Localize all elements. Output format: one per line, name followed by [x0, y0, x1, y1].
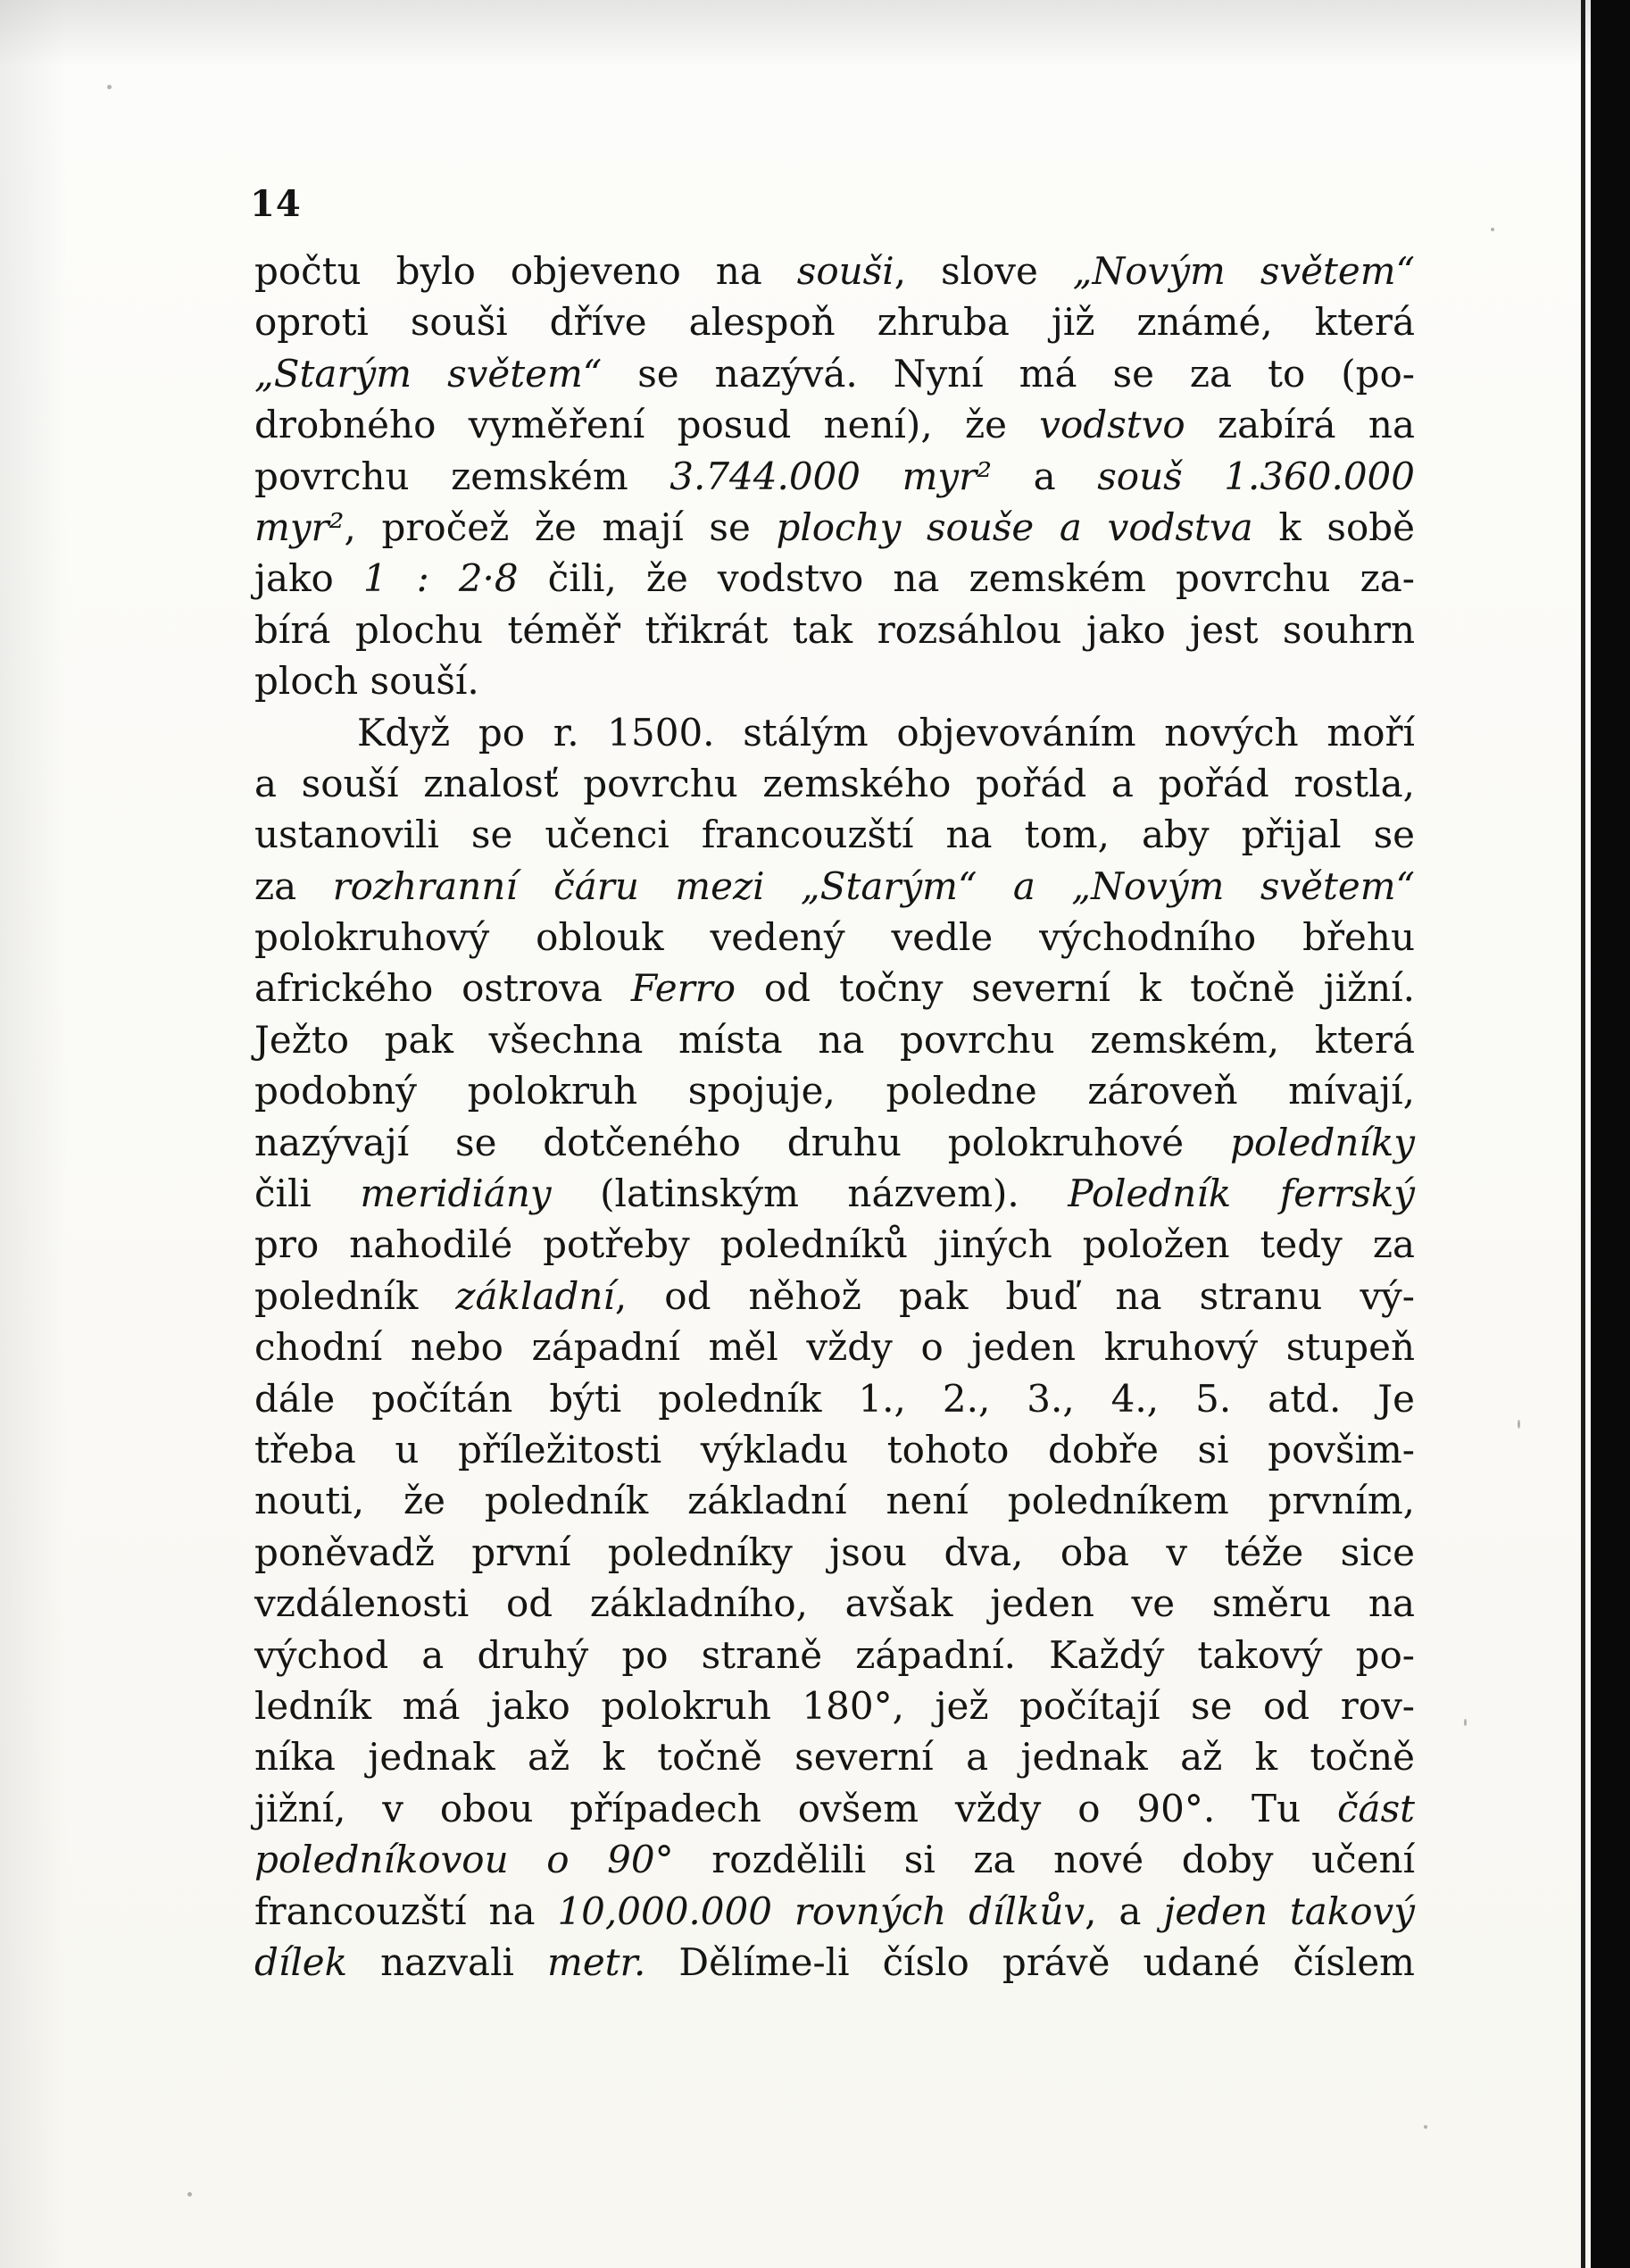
italic-text: plochy souše a vodstva: [776, 504, 1253, 549]
text-run: (latinským názvem).: [551, 1172, 1069, 1216]
text-run: chodní nebo západní měl vždy o jeden kruhový stupeň: [254, 1325, 1415, 1370]
text-run: níka jednak až k točně severní a jednak až k točně: [254, 1735, 1415, 1780]
text-run: ledník má jako polokruh 180°, jež počítají se od rov-: [254, 1683, 1415, 1728]
italic-text: „Starým světem“: [254, 351, 603, 396]
text-line: [254, 1527, 1415, 1578]
text-run: povrchu zemském: [254, 454, 670, 498]
text-line: [254, 246, 1415, 296]
text-run: východ a druhý po straně západní. Každý takový po-: [254, 1632, 1415, 1677]
text-run: podobný polokruh spojuje, poledne zároveň mívají,: [254, 1069, 1415, 1113]
text-line: [254, 553, 1415, 604]
text-line: [254, 502, 1415, 553]
paper-speck: [1464, 1719, 1467, 1726]
text-run: , pročež že mají se: [344, 504, 777, 549]
text-run: čili: [254, 1172, 361, 1216]
italic-text: souši: [796, 249, 894, 293]
text-run: ustanovili se učenci francouzští na tom, aby přijal se: [254, 813, 1415, 857]
italic-text: 3.744.000 myr²: [669, 454, 993, 498]
italic-text: Ferro: [630, 966, 736, 1011]
text-run: nouti, že poledník základní není poledníkem prvním,: [254, 1479, 1415, 1523]
text-line: [254, 1937, 1415, 1988]
italic-text: poledníky: [1229, 1120, 1415, 1164]
text-run: Dělíme-li číslo právě udané číslem: [645, 1939, 1416, 1984]
text-line: [254, 1168, 1415, 1219]
text-line: [254, 1834, 1415, 1885]
text-line: [254, 809, 1415, 860]
text-run: francouzští na: [254, 1889, 558, 1933]
text-line: [254, 605, 1415, 655]
text-line: [254, 1578, 1415, 1629]
text-run: , a: [1085, 1889, 1164, 1933]
text-line: [254, 1271, 1415, 1322]
text-run: nazývají se dotčeného druhu polokruhové: [254, 1120, 1230, 1164]
text-run: Ježto pak všechna místa na povrchu zemském, která: [254, 1017, 1415, 1062]
text-run: Když po r. 1500. stálým objevováním nových moří: [357, 710, 1415, 755]
text-run: ploch souší.: [254, 659, 479, 704]
italic-text: „Novým světem“: [1072, 249, 1415, 293]
text-line: [254, 963, 1415, 1013]
text-run: afrického ostrova: [254, 966, 631, 1011]
text-run: oproti souši dříve alespoň zhruba již známé, která: [254, 300, 1415, 345]
text-line: [254, 1065, 1415, 1116]
text-line: [254, 707, 1415, 758]
italic-text: základní: [455, 1273, 615, 1318]
left-shadow: [0, 0, 67, 2268]
italic-text: poledníkovou o 90°: [254, 1838, 674, 1882]
text-line: [254, 296, 1415, 347]
paper-speck: [1424, 2125, 1427, 2129]
italic-text: Poledník ferrský: [1068, 1172, 1415, 1216]
text-run: počtu bylo objeveno na: [254, 249, 797, 293]
top-shadow: [0, 0, 1630, 67]
italic-text: 10,000.000 rovných dílkův: [557, 1889, 1085, 1933]
text-run: jižní, v obou případech ovšem vždy o 90°. Tu: [254, 1786, 1337, 1830]
text-run: drobného vyměření posud není), že: [254, 403, 1040, 447]
text-run: , od něhož pak buď na stranu vý-: [614, 1273, 1415, 1318]
text-line: [254, 1783, 1415, 1834]
text-line: [254, 1322, 1415, 1372]
italic-text: dílek: [254, 1939, 348, 1984]
text-line: [254, 1680, 1415, 1731]
italic-text: jeden takový: [1163, 1889, 1415, 1933]
page-number: 14: [250, 183, 302, 225]
text-run: zabírá na: [1185, 403, 1415, 447]
text-line: [254, 655, 1415, 706]
text-run: a souší znalosť povrchu zemského pořád a pořád rostla,: [254, 761, 1415, 805]
text-line: [254, 861, 1415, 912]
paper-speck: [1491, 228, 1494, 231]
italic-text: meridiány: [360, 1172, 552, 1216]
text-run: k sobě: [1252, 504, 1415, 549]
text-line: [254, 758, 1415, 809]
text-line: [254, 912, 1415, 963]
text-line: [254, 1373, 1415, 1424]
text-run: bírá plochu téměř třikrát tak rozsáhlou jako jest souhrn: [254, 607, 1415, 652]
text-line: [254, 451, 1415, 502]
text-line: [254, 1886, 1415, 1937]
text-run: poledník: [254, 1273, 456, 1318]
text-run: třeba u příležitosti výkladu tohoto dobře si povšim-: [254, 1427, 1415, 1472]
text-run: dále počítán býti poledník 1., 2., 3., 4., 5. atd. Je: [254, 1376, 1415, 1421]
italic-text: část: [1337, 1786, 1415, 1830]
text-line: [254, 1630, 1415, 1680]
italic-text: myr²: [254, 504, 345, 549]
body-text: [254, 246, 1415, 1988]
text-run: vzdálenosti od základního, avšak jeden ve směru na: [254, 1581, 1415, 1626]
paper-speck: [187, 2192, 192, 2197]
paper-speck: [107, 85, 112, 89]
text-line: [254, 1475, 1415, 1526]
italic-text: souš 1.360.000: [1097, 454, 1416, 498]
paper-speck: [1518, 1420, 1520, 1429]
text-line: [254, 1731, 1415, 1782]
italic-text: 1 : 2·8: [362, 556, 519, 601]
text-run: jako: [254, 556, 363, 601]
italic-text: rozhranní čáru mezi „Starým“ a „Novým světem“: [332, 863, 1415, 908]
text-run: se nazývá. Nyní má se za to (po-: [602, 351, 1415, 396]
text-run: a: [992, 454, 1098, 498]
italic-text: metr.: [547, 1939, 646, 1984]
text-line: [254, 1014, 1415, 1065]
page-edge-line: [1581, 0, 1585, 2268]
dark-scan-edge: [1591, 0, 1630, 2268]
text-run: čili, že vodstvo na zemském povrchu za-: [518, 556, 1415, 601]
text-line: [254, 1117, 1415, 1168]
text-line: [254, 348, 1415, 399]
text-run: , slove: [894, 249, 1073, 293]
text-run: nazvali: [347, 1939, 547, 1984]
text-run: polokruhový oblouk vedený vedle východního břehu: [254, 915, 1415, 960]
text-run: pro nahodilé potřeby poledníků jiných položen tedy za: [254, 1222, 1415, 1267]
text-line: [254, 399, 1415, 450]
text-run: za: [254, 863, 333, 908]
text-line: [254, 1219, 1415, 1270]
text-run: rozdělili si za nové doby učení: [673, 1838, 1415, 1882]
text-line: [254, 1424, 1415, 1475]
italic-text: vodstvo: [1039, 403, 1185, 447]
text-run: poněvadž první poledníky jsou dva, oba v téže sice: [254, 1530, 1415, 1574]
text-run: od točny severní k točně jižní.: [736, 966, 1416, 1011]
